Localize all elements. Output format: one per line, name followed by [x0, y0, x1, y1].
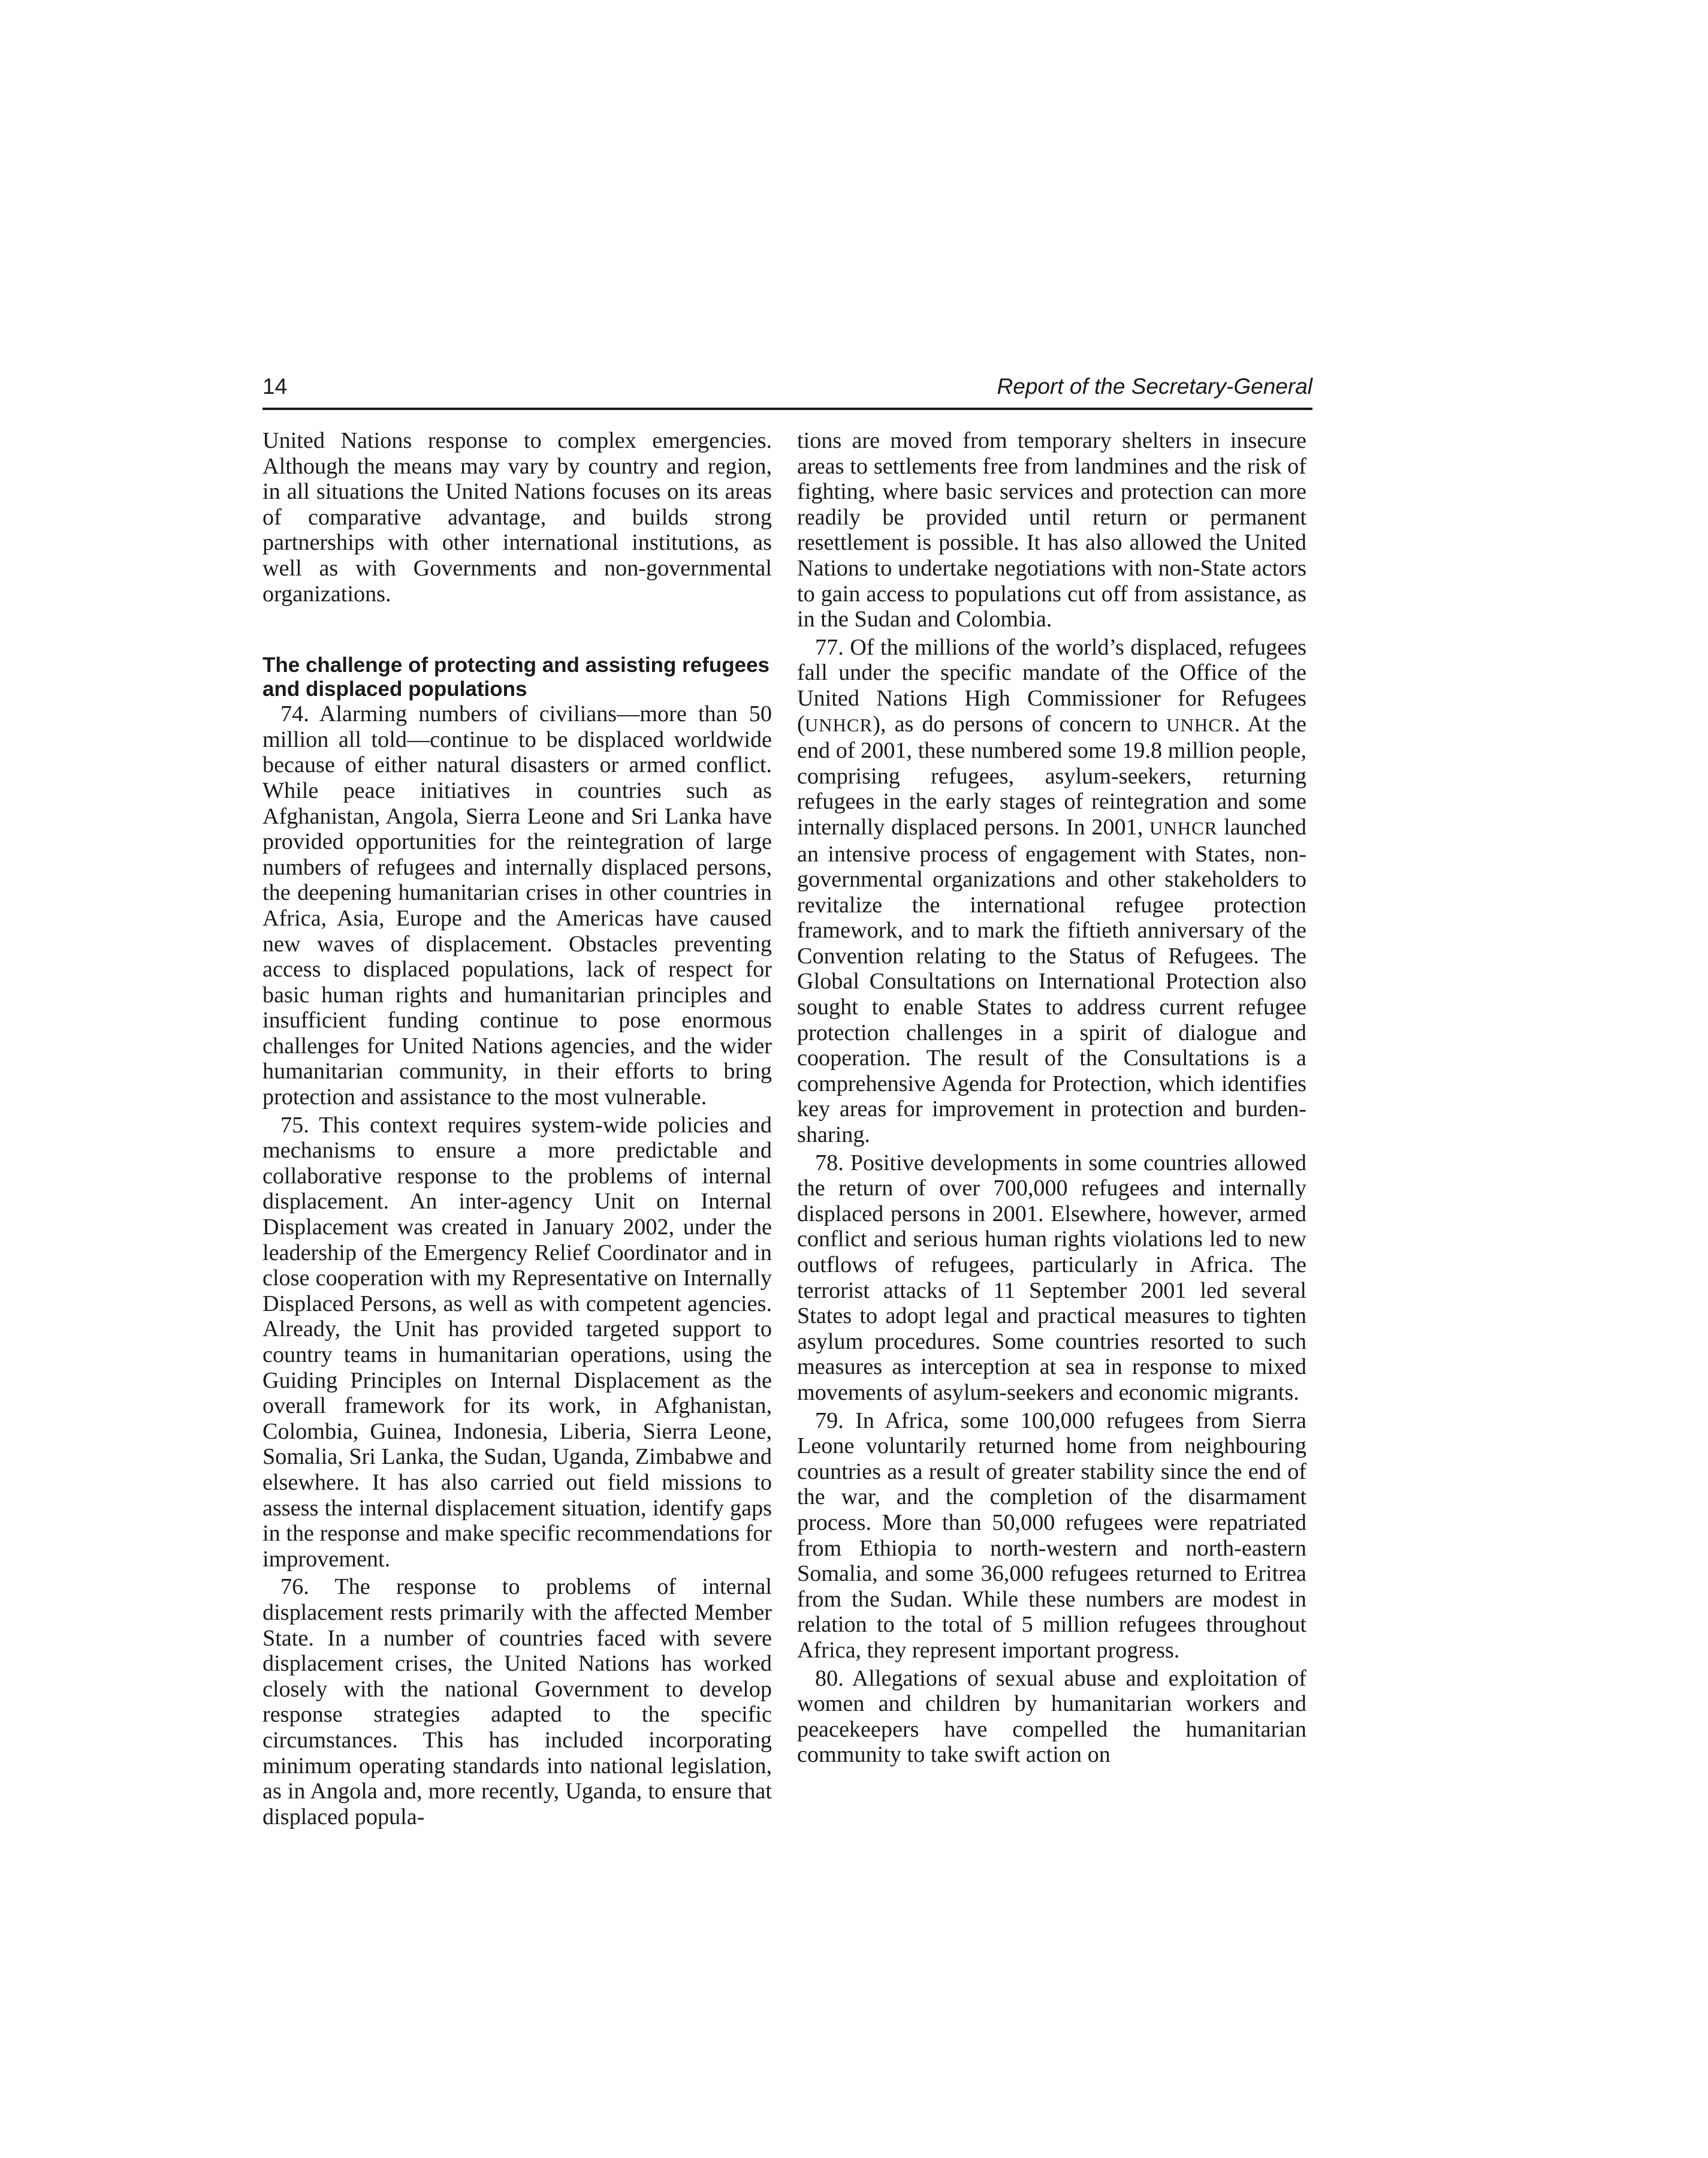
paragraph-77: 77. Of the millions of the world’s displaced, refugees fall under the specific mandate of the Office of the United Nations High Commissioner for Refugees (UNHCR), as do persons of concern to UNHCR. At the end of 2001, these numbered some 19.8 million people, comprising refugees, asylum-seekers, returning refugees in the early stages of reintegration and some internally displaced persons. In 2001, UNHCR launched an intensive process of engagement with States, non-governmental organizations and other stakeholders to revitalize the international refugee protection framework, and to mark the fiftieth anniversary of the Convention relating to the Status of Refugees. The Global Consultations on International Protection also sought to enable States to address current refugee protection challenges in a spirit of dialogue and cooperation. The result of the Consultations is a comprehensive Agenda for Protection, which identifies key areas for improvement in protection and burden-sharing. [797, 634, 1307, 1148]
paragraph-76-continued: tions are moved from temporary shelters in insecure areas to settlements free from landmines and the risk of fighting, where basic services and protection can more readily be provided until return or permanent resettlement is possible. It has also allowed the United Nations to undertake negotiations with non-State actors to gain access to populations cut off from assistance, as in the Sudan and Colombia. [797, 428, 1306, 632]
running-title: Report of the Secretary-General [997, 374, 1312, 399]
paragraph-78: 78. Positive developments in some countries allowed the return of over 700,000 refugees and internally displaced persons in 2001. Elsewhere, however, armed conflict and serious human rights violations led to new outflows of refugees, particularly in Africa. The terrorist attacks of 11 September 2001 led several States to adopt legal and practical measures to tighten asylum procedures. Some countries resorted to such measures as interception at sea in response to mixed movements of asylum-seekers and economic migrants. [797, 1150, 1306, 1405]
page-number: 14 [262, 374, 288, 399]
left-column [262, 428, 772, 1830]
right-column [797, 428, 1306, 1768]
paragraph-74: 74. Alarming numbers of civilians—more than 50 million all told—continue to be displaced worldwide because of either natural disasters or armed conflict. While peace initiatives in countries such as Afghanistan, Angola, Sierra Leone and Sri Lanka have provided opportunities for the reintegration of large numbers of refugees and internally displaced persons, the deepening humanitarian crises in other countries in Africa, Asia, Europe and the Americas have caused new waves of displacement. Obstacles preventing access to displaced populations, lack of respect for basic human rights and humanitarian principles and insufficient funding continue to pose enormous challenges for United Nations agencies, and the wider humanitarian community, in their efforts to bring protection and assistance to the most vulnerable. [262, 701, 772, 1110]
paragraph-76: 76. The response to problems of internal displacement rests primarily with the affected Member State. In a number of countries faced with severe displacement crises, the United Nations has worked closely with the national Government to develop response strategies adapted to the specific circumstances. This has included incorporating minimum operating standards into national legislation, as in Angola and, more recently, Uganda, to ensure that displaced popula- [262, 1574, 772, 1830]
page-header [262, 370, 1312, 410]
abbreviation-unhcr: UNHCR [1149, 817, 1218, 839]
intro-paragraph: United Nations response to complex emergencies. Although the means may vary by country and region, in all situations the United Nations focuses on its areas of comparative advantage, and builds strong partnerships with other international institutions, as well as with Governments and non-governmental organizations. [262, 428, 772, 607]
paragraph-75: 75. This context requires system-wide policies and mechanisms to ensure a more predictable and collaborative response to the problems of internal displacement. An inter-agency Unit on Internal Displacement was created in January 2002, under the leadership of the Emergency Relief Coordinator and in close cooperation with my Representative on Internally Displaced Persons, as well as with competent agencies. Already, the Unit has provided targeted support to country teams in humanitarian operations, using the Guiding Principles on Internal Displacement as the overall framework for its work, in Afghanistan, Colombia, Guinea, Indonesia, Liberia, Sierra Leone, Somalia, Sri Lanka, the Sudan, Uganda, Zimbabwe and elsewhere. It has also carried out field missions to assess the internal displacement situation, identify gaps in the response and make specific recommendations for improvement. [262, 1112, 772, 1572]
paragraph-80: 80. Allegations of sexual abuse and exploitation of women and children by humanitarian workers and peacekeepers have compelled the humanitarian community to take swift action on [797, 1665, 1306, 1768]
abbreviation-unhcr: UNHCR [804, 714, 873, 736]
paragraph-79: 79. In Africa, some 100,000 refugees from Sierra Leone voluntarily returned home from neighbouring countries as a result of greater stability since the end of the war, and the completion of the disarmament process. More than 50,000 refugees were repatriated from Ethiopia to north-western and north-eastern Somalia, and some 36,000 refugees returned to Eritrea from the Sudan. While these numbers are modest in relation to the total of 5 million refugees throughout Africa, they represent important progress. [797, 1407, 1306, 1663]
abbreviation-unhcr: UNHCR [1166, 714, 1235, 736]
section-heading: The challenge of protecting and assisting refugees and displaced populations [262, 653, 769, 701]
